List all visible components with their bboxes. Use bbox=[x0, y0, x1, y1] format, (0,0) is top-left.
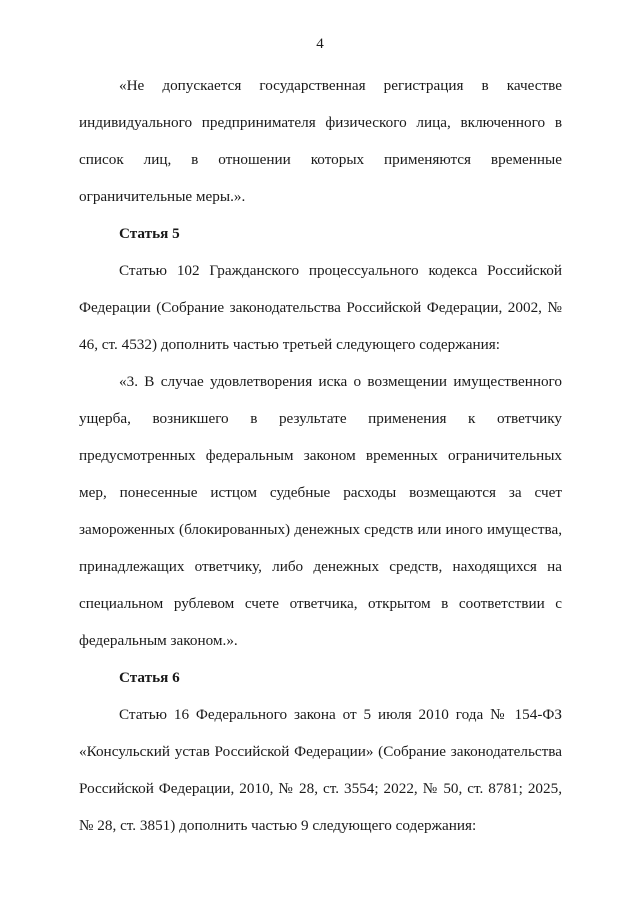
paragraph-court-costs: «3. В случае удовлетворения иска о возмещении имущественного ущерба, возникшего в результате применения к ответчику предусмотренных федеральным законом временных ограничительных мер, понесенные истцом судебные расходы возмещаются за счет замороженных (блокированных) денежных средств или иного имущества, принадлежащих ответчику, либо денежных средств, находящихся на специальном рублевом счете ответчика, открытом в соответствии с федеральным законом.». bbox=[79, 373, 562, 649]
article-6-heading: Статья 6 bbox=[119, 669, 180, 686]
paragraph-consular-charter-amendment: Статью 16 Федерального закона от 5 июля 2010 года № 154-ФЗ «Консульский устав Российской Федерации» (Собрание законодательства Российской Федерации, 2010, № 28, ст. 3554; 2022, № 50, ст. 8781; 2025, № 28, ст. 3851) дополнить частью 9 следующего содержания: bbox=[79, 706, 562, 834]
article-5-heading: Статья 5 bbox=[119, 225, 180, 242]
paragraph-registration-ban: «Не допускается государственная регистрация в качестве индивидуального предпринимателя физического лица, включенного в список лиц, в отношении которых применяются временные ограничительные меры.». bbox=[79, 77, 562, 205]
document-body bbox=[79, 67, 562, 844]
page-number: 4 bbox=[316, 36, 324, 52]
paragraph-article-102-amendment: Статью 102 Гражданского процессуального кодекса Российской Федерации (Собрание законодательства Российской Федерации, 2002, № 46, ст. 4532) дополнить частью третьей следующего содержания: bbox=[79, 262, 562, 353]
